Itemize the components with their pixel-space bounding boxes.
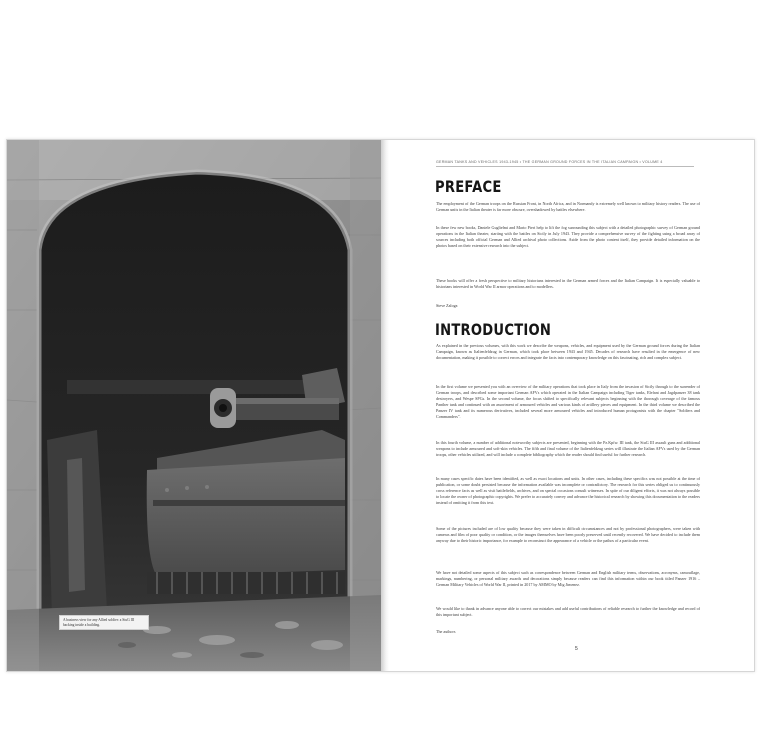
intro-paragraph-6: We have not detailed some aspects of this subject such as correspondence between German and English military terms, observations, acronyms, camouflage, markings, numbering, or personal military awards and decorations simply because readers can find this information within our book titled Panzer 1916 – German Military Vehicles of World War II, printed in 2017 by AMMO by Mig Jimenez. [436, 570, 700, 587]
preface-signature: Steve Zaloga [436, 303, 458, 308]
preface-paragraph-3: These books will offer a fresh perspective to military historians interested in the German armed forces and the Italian Campaign. It is especially valuable to historians interested in World War II armor operations and to modellers. [436, 278, 700, 289]
photo-caption: A business view for any Allied soldier: a StuG III backing inside a building. [59, 615, 149, 630]
introduction-heading: INTRODUCTION [435, 320, 552, 339]
intro-paragraph-1: As explained in the previous volumes, with this work we describe the weapons, vehicles, and equipment used by the German ground forces during the Italian Campaign, known as Italienfeldzug in German, which took place between 1943 and 1945. Decades of research have resulted in the emergence of new documentation, making it possible to correct errors and integrate the facts into contemporary knowledge on this fascinating, rich and complex subject. [436, 343, 700, 360]
page-number: 5 [575, 646, 578, 652]
preface-paragraph-1: The employment of the German troops on the Russian Front, in North Africa, and in Normandy is extremely well known to military history readers. The use of German units in the Italian theater is far more obscure, overshadowed by battles elsewhere. [436, 201, 700, 212]
running-header: GERMAN TANKS AND VEHICLES 1943-1945 • THE GERMAN GROUND FORCES IN THE ITALIAN CAMPAIGN • VOLUME 4 [436, 160, 694, 167]
intro-paragraph-2: In the first volume we presented you with an overview of the military operations that took place in Italy from the invasion of Sicily through to the surrender of German troops, and described some important German AFVs which operated in the Italian Campaign including Tiger tanks, Elefant and Jagdpanzer 38 tank destroyers, and Wespe SPGs. In the second volume, the focus shifted to specifically relevant subjects beginning with the thorough coverage of the famous Panther tank and continued with an assortment of armoured vehicles and various kinds of artillery pieces and equipment. In the third volume we described the Panzer IV tank and its numerous derivatives, included several more armoured vehicles and introduced human protagonists with the chapter "Soldiers and Commanders". [436, 384, 700, 419]
intro-paragraph-4: In many cases specific dates have been identified, as well as exact locations and units. In other cases, including these specifics was not possible at the time of publication, or some doubt persisted because the information available was incomplete or contradictory. The research for this series obliged us to continuously cross reference facts as well as visit battlefields, archives, and on special occasions consult witnesses. In spite of our diligent efforts, it was not always possible to locate the owner of photographic copyrights. We prefer to accurately convey and advance the historical research by showing this documentation to the readers instead of omitting it from this text. [436, 476, 700, 505]
intro-paragraph-5: Some of the pictures included are of low quality because they were taken in difficult circumstances and not by professional photographers, were taken with cameras and film of poor quality or condition, or the images themselves have been poorly preserved until recently recovered. We have decided to include them anyway due to their historic importance, for example to reconstruct the appearance of a vehicle or the pathos of a particular event. [436, 526, 700, 543]
preface-paragraph-2: In these few new books, Daniele Guglielmi and Mario Pieri help to lift the fog surrounding this subject with a detailed photographic survey of German ground operations in the Italian theater, starting with the battles on Sicily in July 1943. They provide a comprehensive survey of the fighting using a broad array of sources including both official German and Allied archival photo collections. Aside from the photo content itself, they provide detailed information on the photos based on their extensive research into the subject. [436, 225, 700, 248]
intro-paragraph-7: We would like to thank in advance anyone able to correct our mistakes and add useful contributions of reliable research to further the knowledge and record of this important subject. [436, 606, 700, 617]
tank-in-archway-photo [7, 140, 381, 671]
book-gutter [381, 140, 389, 671]
photo-page [7, 140, 381, 671]
preface-heading: PREFACE [435, 177, 502, 196]
text-page [389, 140, 754, 671]
intro-paragraph-3: In this fourth volume, a number of additional noteworthy subjects are presented, beginning with the Pz.Kpfw. III tank, the StuG III assault guns and additional weapons to include armoured and soft-skin vehicles. The fifth and final volume of the Italienfeldzug series will illustrate the Italian AFVs used by the German troops, other vehicles utilized, and will include a complete bibliography which the reader should find useful for further research. [436, 440, 700, 457]
intro-signature: The authors [436, 629, 456, 634]
book-spread [6, 139, 755, 672]
